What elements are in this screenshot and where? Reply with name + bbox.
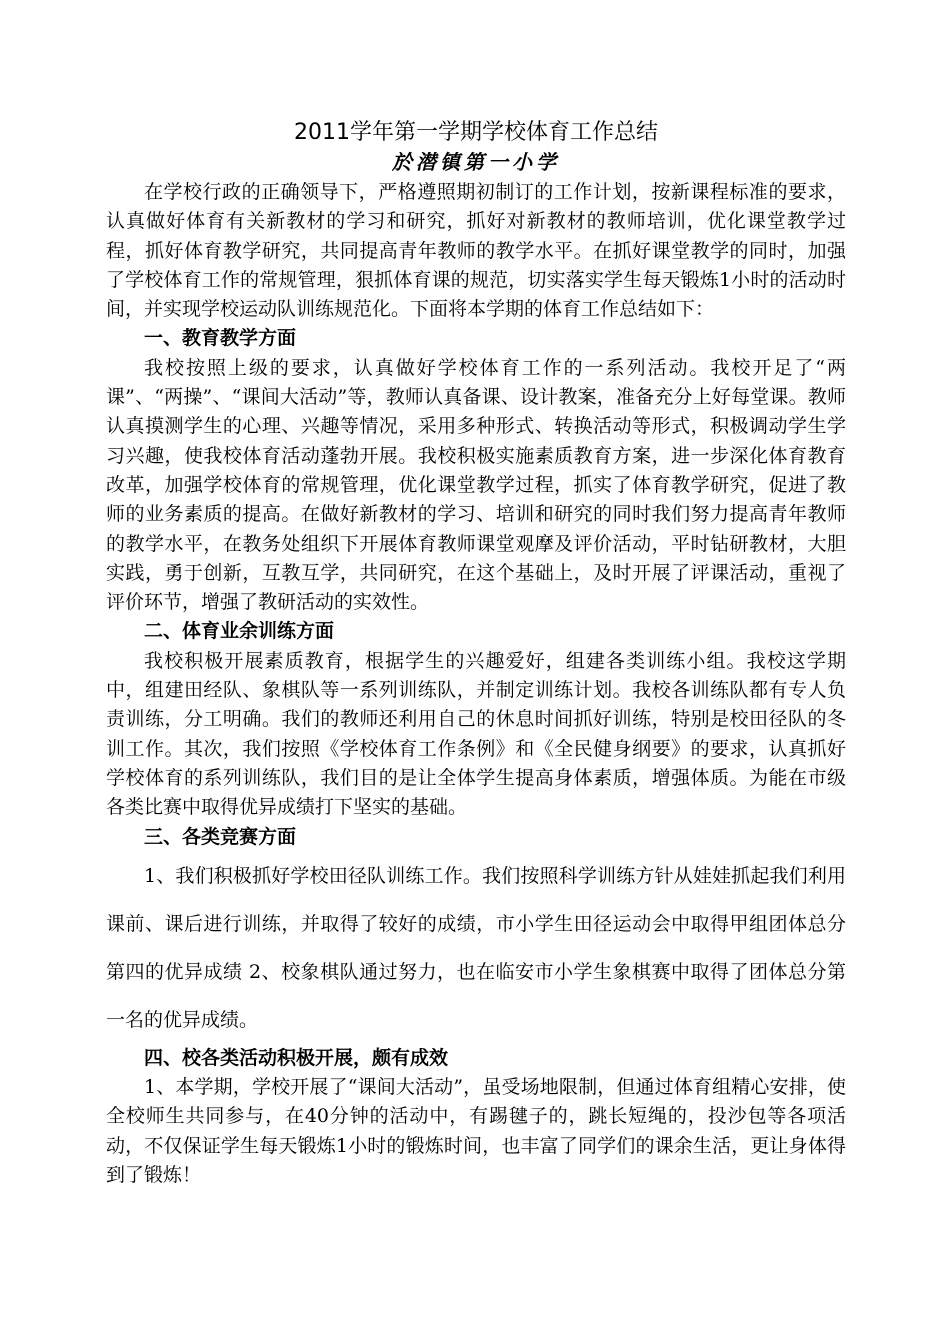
section-heading-activities: 四、校各类活动积极开展，颇有成效 <box>144 1046 449 1069</box>
intro-paragraph: 在学校行政的正确领导下，严格遵照期初制订的工作计划，按新课程标准的要求，认真做好体育有关新教材的学习和研究，抓好对新教材的教师培训，优化课堂教学过程，抓好体育教学研究，共同提高青年教师的教学水平。在抓好课堂教学的同时，加强了学校体育工作的常规管理，狠抓体育课的规范，切实落实学生每天锻炼1小时的活动时间，并实现学校运动队训练规范化。下面将本学期的体育工作总结如下： <box>106 181 846 321</box>
section-paragraph-competition: 1、我们积极抓好学校田径队训练工作。我们按照科学训练方针从娃娃抓起我们利用课前、课后进行训练，并取得了较好的成绩，市小学生田径运动会中取得甲组团体总分第四的优异成绩 2、校象棋队通过努力，也在临安市小学生象棋赛中取得了团体总分第一名的优异成绩。 <box>106 864 846 1031</box>
section-paragraph-training: 我校积极开展素质教育，根据学生的兴趣爱好，组建各类训练小组。我校这学期中，组建田经队、象棋队等一系列训练队，并制定训练计划。我校各训练队都有专人负责训练，分工明确。我们的教师还利用自己的休息时间抓好训练，特别是校田径队的冬训工作。其次，我们按照《学校体育工作条例》和《全民健身纲要》的要求，认真抓好学校体育的系列训练队，我们目的是让全体学生提高身体素质，增强体质。为能在市级各类比赛中取得优异成绩打下坚实的基础。 <box>106 649 846 819</box>
section-heading-training: 二、体育业余训练方面 <box>144 620 335 643</box>
document-page <box>106 118 846 1190</box>
section-paragraph-activities: 1、本学期，学校开展了“课间大活动”，虽受场地限制，但通过体育组精心安排，使全校师生共同参与，在40分钟的活动中，有踢毽子的，跳长短绳的，投沙包等各项活动，不仅保证学生每天锻炼1小时的锻炼时间，也丰富了同学们的课余生活，更让身体得到了锻炼！ <box>106 1076 846 1187</box>
document-subtitle: 於潜镇第一小学 <box>392 150 560 174</box>
section-heading-teaching: 一、教育教学方面 <box>144 327 297 350</box>
section-heading-competition: 三、各类竞赛方面 <box>144 825 297 848</box>
section-paragraph-teaching: 我校按照上级的要求，认真做好学校体育工作的一系列活动。我校开足了“两课”、“两操”、“课间大活动”等，教师认真备课、设计教案，准备充分上好每堂课。教师认真摸测学生的心理、兴趣等情况，采用多种形式、转换活动等形式，积极调动学生学习兴趣，使我校体育活动蓬勃开展。我校积极实施素质教育方案，进一步深化体育教育改革，加强学校体育的常规管理，优化课堂教学过程，抓实了体育教学研究，促进了教师的业务素质的提高。在做好新教材的学习、培训和研究的同时我们努力提高青年教师的教学水平，在教务处组织下开展体育教师课堂观摩及评价活动，平时钻研教材，大胆实践，勇于创新，互教互学，共同研究，在这个基础上，及时开展了评课活动，重视了评价环节，增强了教研活动的实效性。 <box>106 356 846 614</box>
document-title: 2011学年第一学期学校体育工作总结 <box>294 120 658 145</box>
